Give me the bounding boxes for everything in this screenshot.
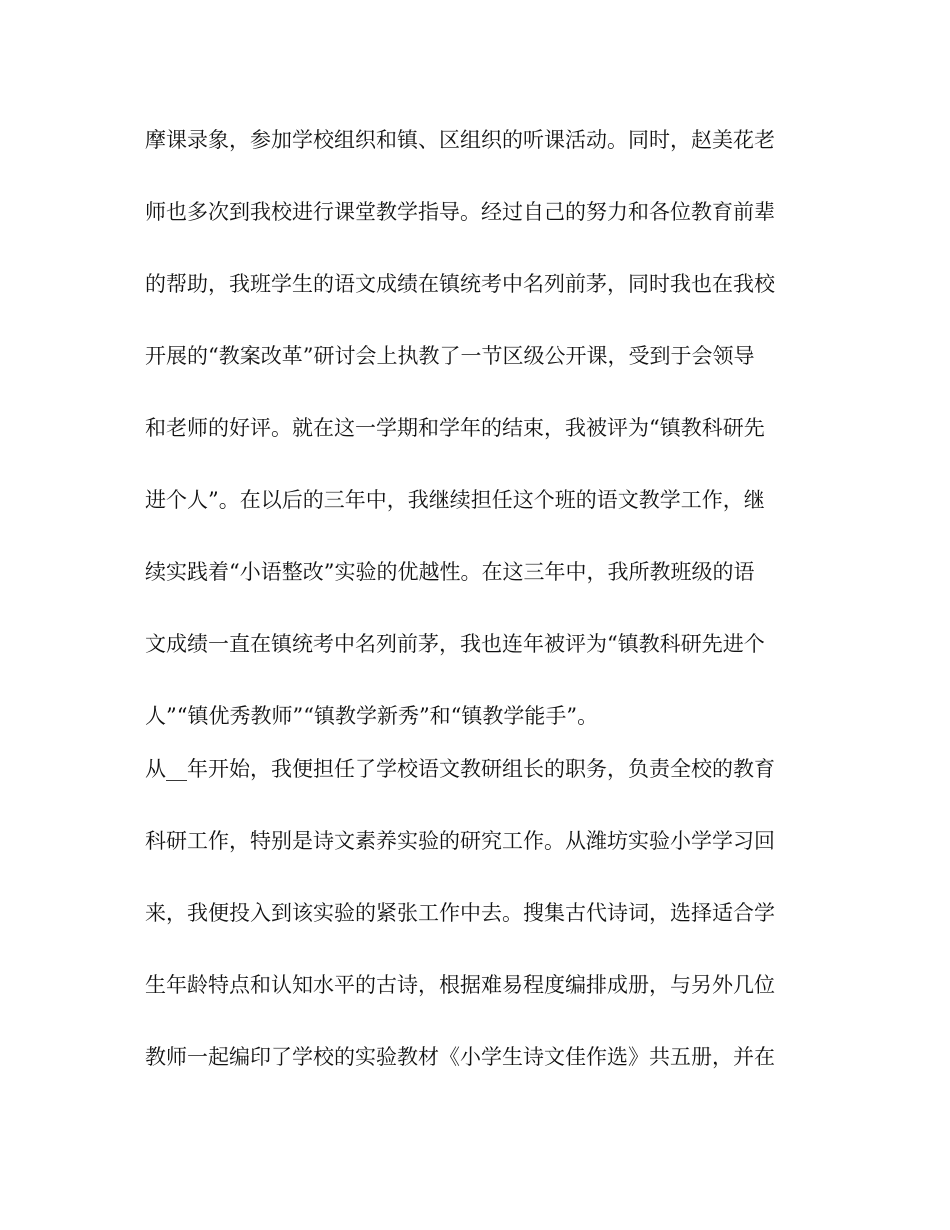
- text-line: 和老师的好评。就在这一学期和学年的结束，我被评为“镇教科研先: [145, 416, 765, 440]
- paragraph-start-line: 从__年开始，我便担任了学校语文教研组长的职务，负责全校的教育: [145, 757, 775, 781]
- text-line: 的帮助，我班学生的语文成绩在镇统考中名列前茅，同时我也在我校: [145, 272, 775, 296]
- body-text: [145, 124, 815, 1074]
- paragraph-end-line: 人”“镇优秀教师”“镇教学新秀”和“镇教学能手”。: [145, 704, 599, 728]
- text-line: 续实践着“小语整改”实验的优越性。在这三年中，我所教班级的语: [145, 560, 755, 584]
- text-line: 进个人”。在以后的三年中，我继续担任这个班的语文教学工作，继: [145, 488, 765, 512]
- text-line: 开展的“教案改革”研讨会上执教了一节区级公开课，受到于会领导: [145, 344, 755, 368]
- text-line: 摩课录象，参加学校组织和镇、区组织的听课活动。同时，赵美花老: [145, 128, 775, 152]
- text-line: 文成绩一直在镇统考中名列前茅，我也连年被评为“镇教科研先进个: [145, 632, 765, 656]
- text-line: 师也多次到我校进行课堂教学指导。经过自己的努力和各位教育前辈: [145, 200, 775, 224]
- text-line: 生年龄特点和认知水平的古诗，根据难易程度编排成册，与另外几位: [145, 973, 775, 997]
- text-line: 来，我便投入到该实验的紧张工作中去。搜集古代诗词，选择适合学: [145, 901, 775, 925]
- text-line: 科研工作，特别是诗文素养实验的研究工作。从潍坊实验小学学习回: [145, 829, 775, 853]
- text-line: 教师一起编印了学校的实验教材《小学生诗文佳作选》共五册，并在: [145, 1045, 775, 1069]
